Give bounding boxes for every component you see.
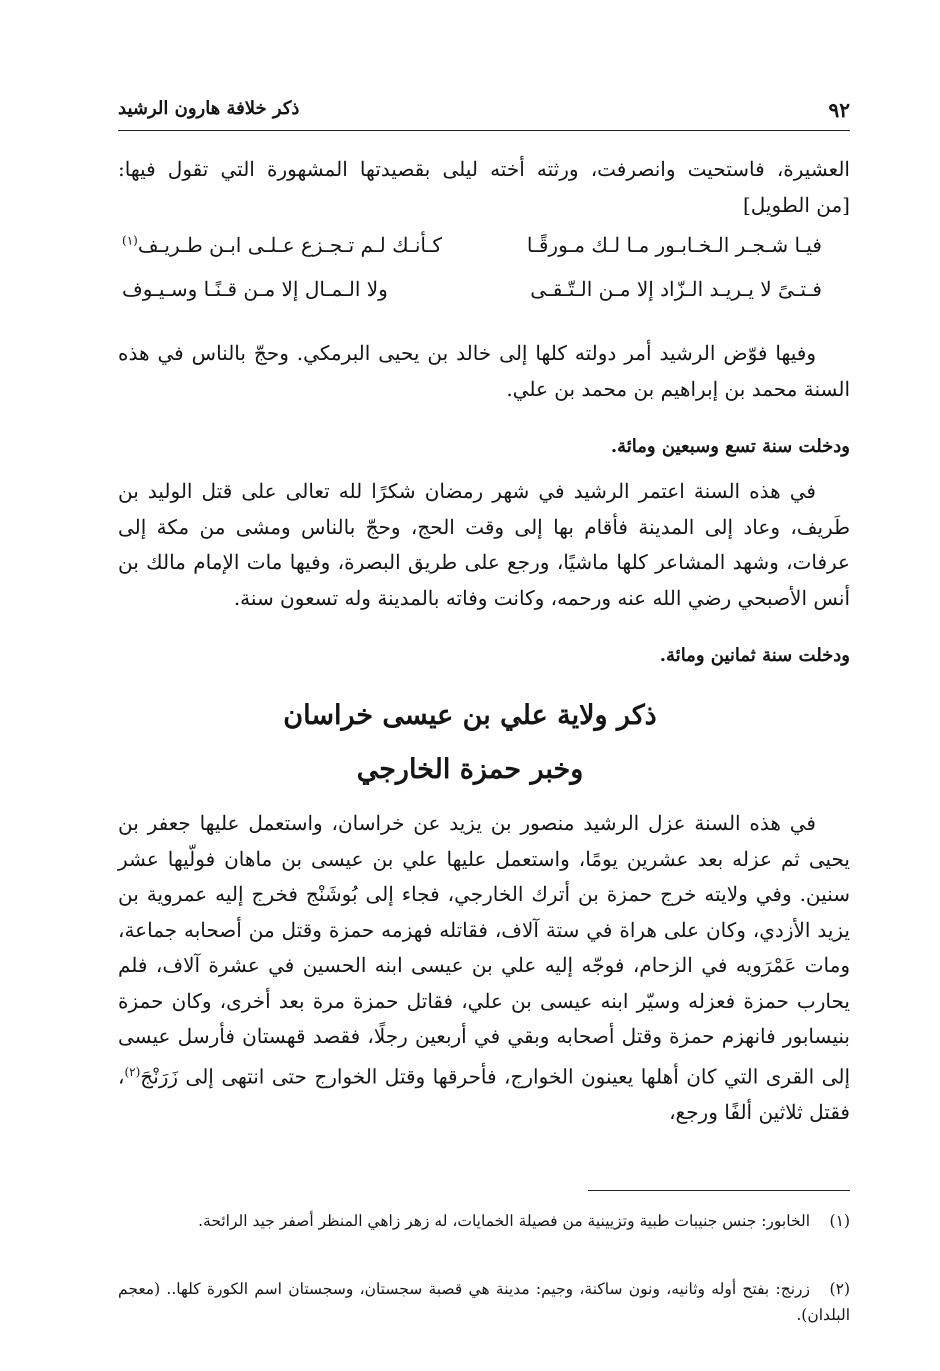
footnote-divider: [588, 1190, 850, 1191]
poem-verse-1: [122, 233, 822, 277]
footnote-1-text: الخابور: جنس جنيبات طبية وتزيينية من فصيلة الخمايات، له زهر زاهي المنظر أصفر جيد الرائحة.: [198, 1212, 810, 1230]
footnote-ref-1: (١): [122, 233, 138, 248]
footnote-2: [118, 1276, 850, 1328]
paragraph-4: [118, 806, 850, 1130]
verse-1-second-hemistich-text: كـأنـك لـم تـجـزع عـلـى ابـن طـريـف: [137, 233, 442, 257]
paragraph-2: وفيها فوّض الرشيد أمر دولته كلها إلى خالد بن يحيى البرمكي. وحجّ بالناس في هذه السنة محمد بن إبراهيم بن محمد بن علي.: [118, 341, 850, 401]
verse-2-first-hemistich: فـتـىً لا يـريـد الـزّاد إلا مـن الـتّـقـى: [530, 277, 822, 301]
footnote-ref-2: (٢): [124, 1064, 141, 1079]
paragraph-4-text: في هذه السنة عزل الرشيد منصور بن يزيد عن خراسان، واستعمل عليها جعفر بن يحيى ثم عزله بعد عشرين يومًا، واستعمل عليها علي بن عيسى بن ماهان فولّيها عشر سنين. وفي ولايته خرج حمزة بن أترك الخارجي، فجاء إلى بُوشَنْج فخرج إليه عمروية بن يزيد الأزدي، وكان على هراة في ستة آلاف، فقاتله فهزمه حمزة وقتل من أصحابه جماعة، ومات عَمْرَويه في الزحام، فوجّه إليه علي بن عيسى ابنه الحسين في عشرة آلاف، فلم يحارب حمزة فعزله وسيّر ابنه عيسى بن علي، فقاتل حمزة مرة بعد أخرى، وكان حمزة بنيسابور فانهزم حمزة وقتل أصحابه وبقي في أربعين رجلًا، فقصد قهستان فأرسل عيسى إلى القرى التي كان أهلها يعينون الخوارج، فأحرقها وقتل الخوارج حتى انتهى إلى زَرَنْجَ: [118, 811, 851, 1089]
section-title-line-2: وخبر حمزة الخارجي: [356, 754, 584, 785]
year-heading-180: ودخلت سنة ثمانين ومائة.: [659, 645, 850, 666]
paragraph-1-text: العشيرة، فاستحيت وانصرفت، ورثته أخته ليلى بقصيدتها المشهورة التي تقول فيها:: [118, 157, 850, 181]
paragraph-3: في هذه السنة اعتمر الرشيد في شهر رمضان شكرًا لله تعالى على قتل الوليد بن طَريف، وعاد إلى المدينة فأقام بها إلى وقت الحج، وحجّ بالناس ومشى من مكة إلى عرفات، وشهد المشاعر كلها ماشيًا، ورجع على طريق البصرة، وفيها مات الإمام مالك بن أنس الأصبحي رضي الله عنه ورحمه، وكانت وفاته بالمدينة وله تسعون سنة.: [118, 479, 850, 610]
verse-1-second-hemistich: [122, 233, 442, 257]
paragraph-1: [118, 152, 850, 223]
footnote-2-text: زرنج: بفتح أوله وثانيه، ونون ساكنة، وجيم: مدينة هي قصبة سجستان، وسجستان اسم الكورة كلها.. (معجم البلدان).: [118, 1280, 850, 1324]
footnote-1-number: (١): [829, 1212, 850, 1230]
page-header: [118, 96, 850, 131]
footnote-2-number: (٢): [829, 1280, 850, 1298]
verse-2-second-hemistich: ولا الـمـال إلا مـن قـنًـا وسـيـوف: [122, 277, 388, 301]
poem-verse-2: [122, 277, 822, 321]
year-heading-179: ودخلت سنة تسع وسبعين ومائة.: [610, 436, 850, 457]
poem-meter: [من الطويل]: [742, 192, 850, 217]
section-title-line-1: ذكر ولاية علي بن عيسى خراسان: [283, 700, 657, 731]
page-number: ٩٢: [828, 98, 850, 122]
footnote-1: [118, 1208, 850, 1234]
running-title: ذكر خلافة هارون الرشيد: [118, 98, 300, 119]
poem: [122, 233, 822, 321]
verse-1-first-hemistich: فيـا شـجـر الـخـابـور مـا لـك مـورقًـا: [526, 233, 822, 257]
paragraph-4-text-end: ، فقتل ثلاثين ألفًا ورجع،: [118, 1064, 850, 1124]
